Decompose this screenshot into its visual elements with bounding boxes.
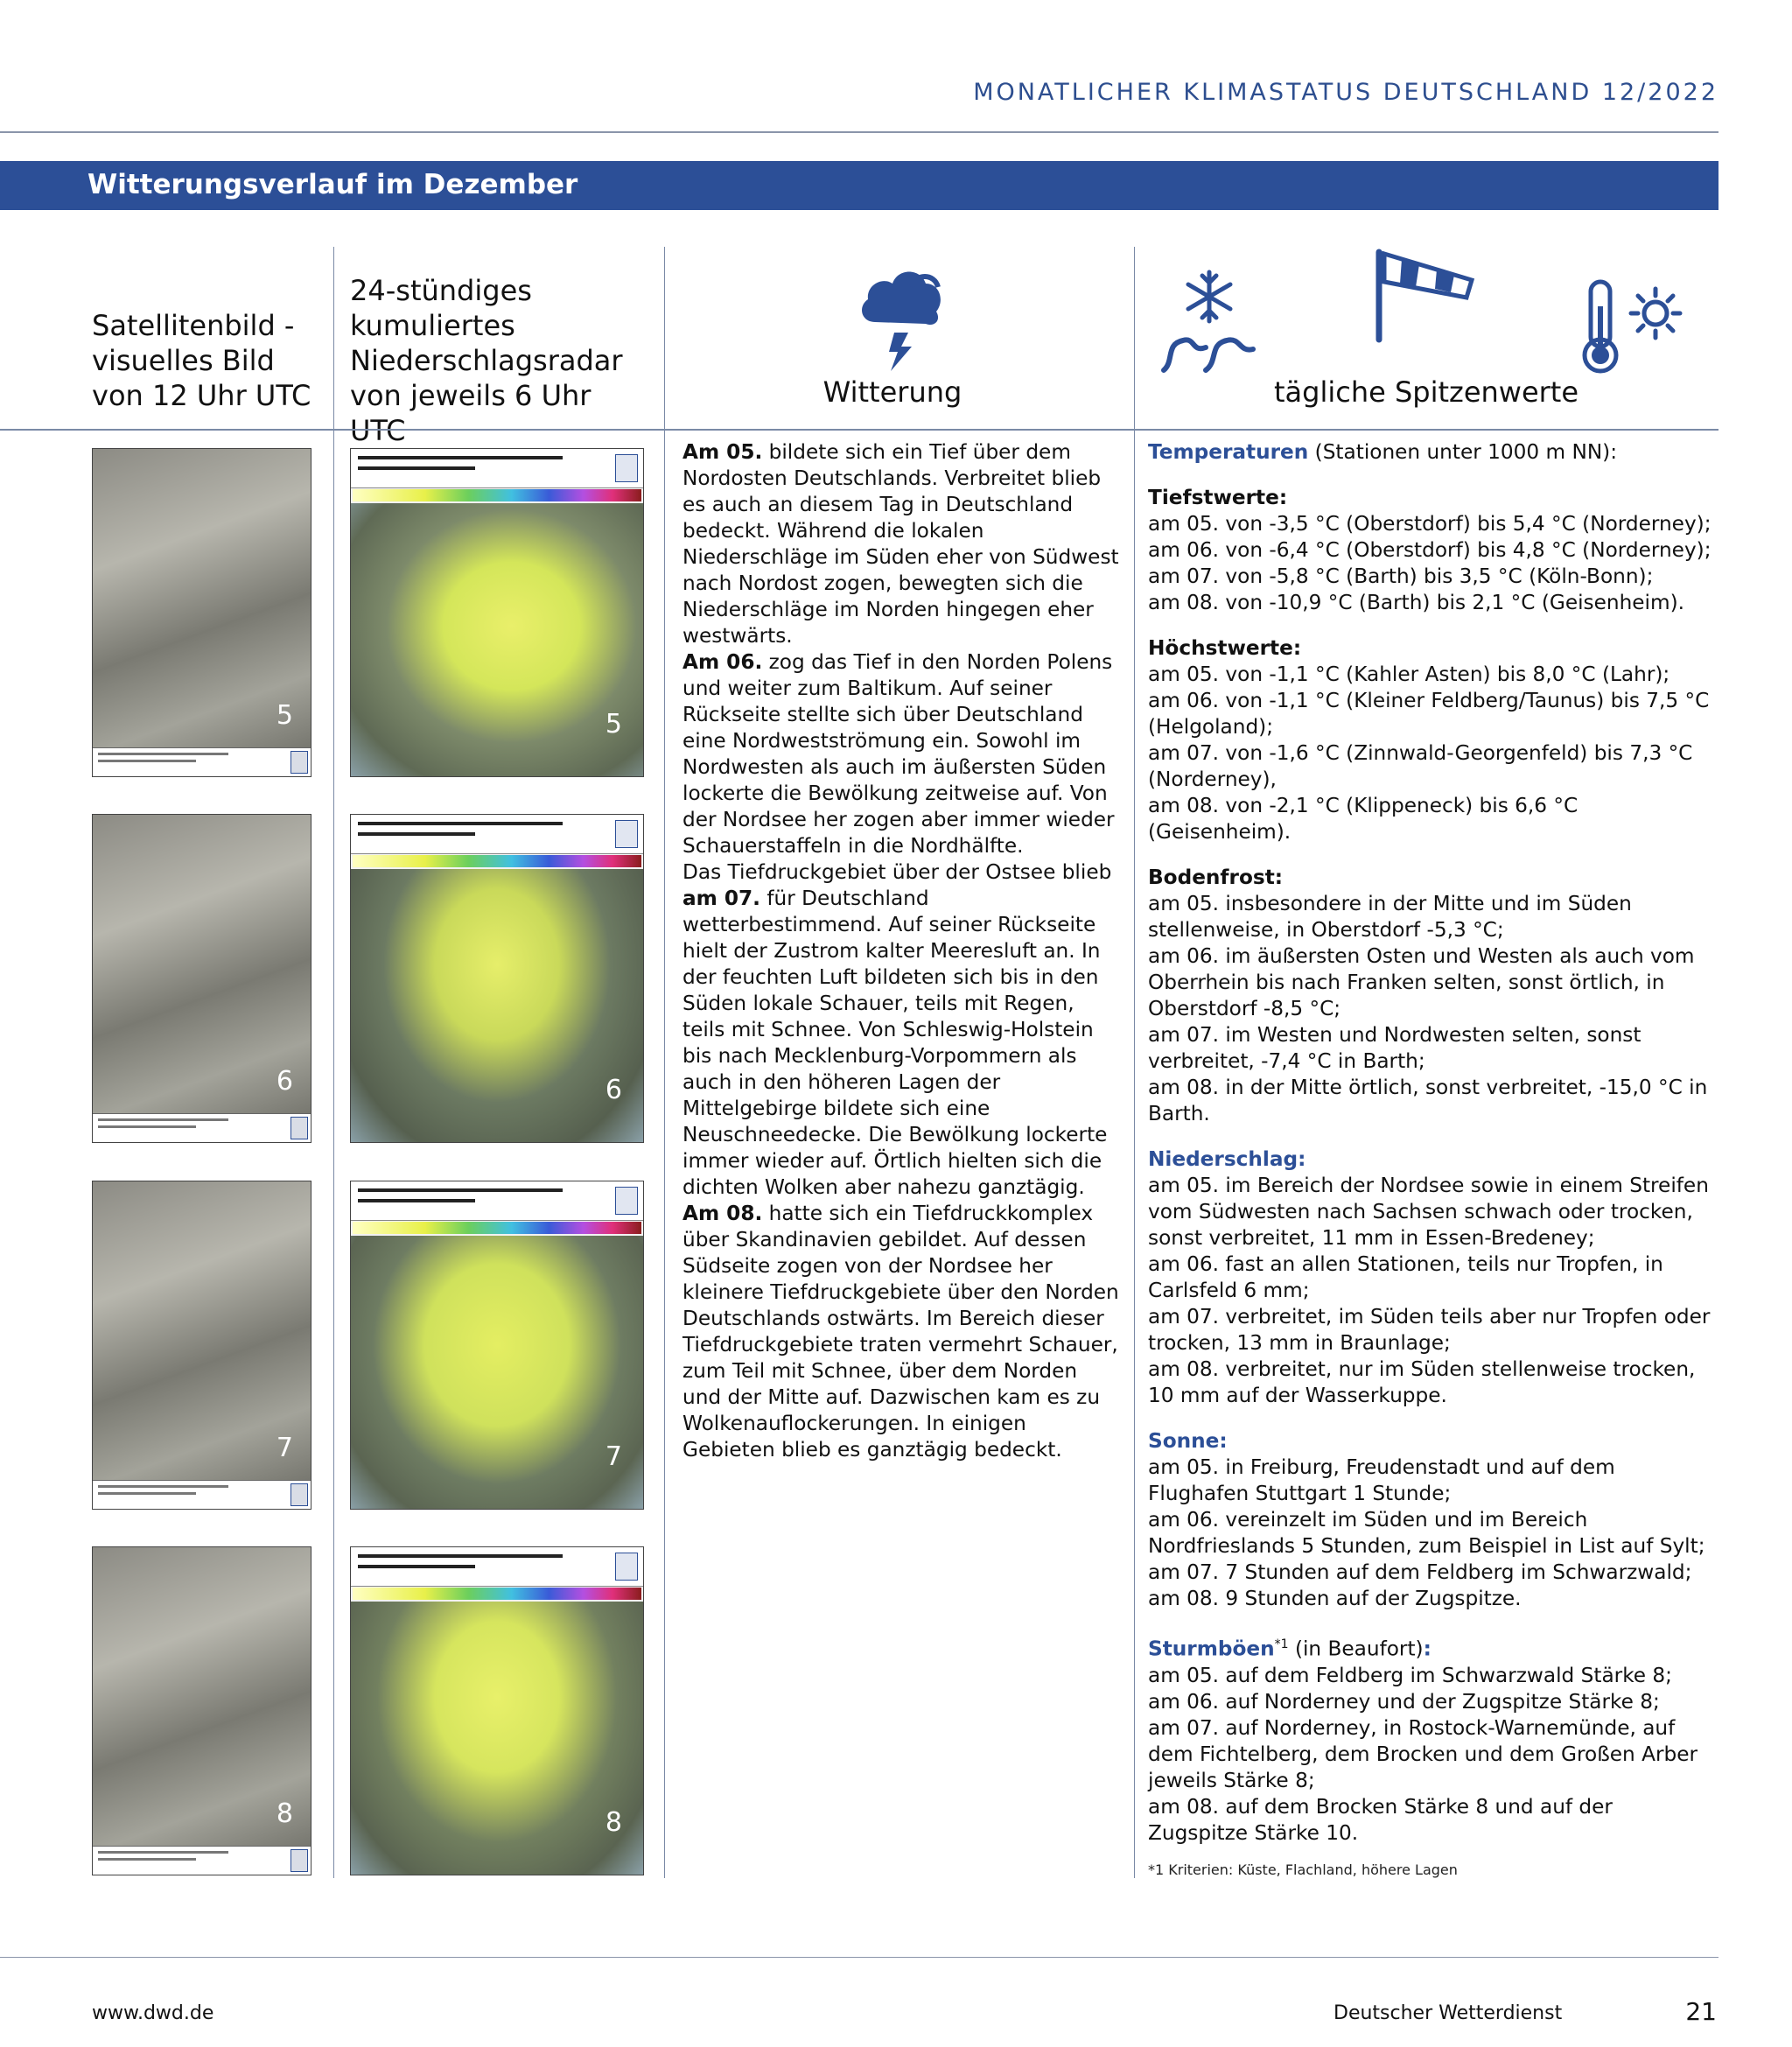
footnote: *1 Kriterien: Küste, Flachland, höhere Lagen xyxy=(1148,1861,1458,1878)
list-item: am 07. von -5,8 °C (Barth) bis 3,5 °C (Köln-Bonn); xyxy=(1148,564,1654,588)
list-item: am 08. verbreitet, nur im Süden stellenweise trocken, 10 mm auf der Wasserkuppe. xyxy=(1148,1357,1696,1407)
day-number: 8 xyxy=(276,1798,293,1829)
thunderstorm-cloud-icon xyxy=(858,252,945,375)
section-title: Witterungsverlauf im Dezember xyxy=(88,169,578,200)
day-label: Am 06. xyxy=(682,650,763,674)
footer-divider xyxy=(0,1957,1718,1958)
storm-gusts xyxy=(1148,1631,1718,1847)
list-item: am 06. fast an allen Stationen, teils nur Tropfen, in Carlsfeld 6 mm; xyxy=(1148,1252,1663,1302)
dwd-logo xyxy=(290,1849,308,1872)
list-item: am 06. auf Norderney und der Zugspitze Stärke 8; xyxy=(1148,1689,1660,1714)
list-item: am 08. von -2,1 °C (Klippeneck) bis 6,6 °C (Geisenheim). xyxy=(1148,794,1578,844)
list-item: am 06. von -1,1 °C (Kleiner Feldberg/Taunus) bis 7,5 °C (Helgoland); xyxy=(1148,689,1710,739)
precipitation xyxy=(1148,1146,1718,1409)
column-header-weather: Witterung xyxy=(822,375,962,409)
ground-frost xyxy=(1148,865,1718,1127)
thermometer-sun-icon xyxy=(1575,277,1689,377)
sun-heading: Sonne: xyxy=(1148,1429,1228,1453)
precip-color-scale xyxy=(353,1222,641,1234)
precip-color-scale xyxy=(353,489,641,501)
min-heading: Tiefstwerte: xyxy=(1148,486,1288,509)
weather-paragraph: Am 05. bildete sich ein Tief über dem Nordosten Deutschlands. Verbreitet blieb es auch an diesem Tag in Deutschland bedeckt. Während die lokalen Niederschläge im Süden eher von Südwest nach Nordost zogen, bewegten sich die Niederschläge im Norden hingegen eher westwärts. xyxy=(682,440,1119,648)
dwd-logo xyxy=(615,1553,638,1581)
page-number: 21 xyxy=(1685,1997,1717,2026)
list-item: am 05. in Freiburg, Freudenstadt und auf dem Flughafen Stuttgart 1 Stunde; xyxy=(1148,1455,1615,1505)
dwd-logo xyxy=(290,1483,308,1506)
list-item: am 07. von -1,6 °C (Zinnwald-Georgenfeld) bis 7,3 °C (Norderney), xyxy=(1148,741,1693,791)
satellite-image-day-6 xyxy=(92,814,312,1143)
satellite-image-day-7 xyxy=(92,1181,312,1510)
dwd-logo xyxy=(290,751,308,774)
day-label: am 07. xyxy=(682,887,760,910)
subheader-divider xyxy=(0,429,1718,431)
day-number: 6 xyxy=(276,1066,293,1097)
weather-narrative xyxy=(682,439,1120,1463)
satellite-image-day-5 xyxy=(92,448,312,777)
precip-color-scale xyxy=(353,1588,641,1600)
footer-url[interactable]: www.dwd.de xyxy=(92,2002,214,2024)
day-number: 7 xyxy=(605,1441,622,1472)
day-number: 5 xyxy=(276,700,293,731)
dwd-logo xyxy=(615,1187,638,1215)
list-item: am 07. auf Norderney, in Rostock-Warnemünde, auf dem Fichtelberg, dem Brocken und dem Großen Arber jeweils Stärke 8; xyxy=(1148,1715,1698,1792)
dwd-logo xyxy=(615,454,638,482)
list-item: am 08. 9 Stunden auf der Zugspitze. xyxy=(1148,1587,1522,1610)
gust-heading: Sturmböen$^{*1}$ (in Beaufort): xyxy=(1148,1637,1432,1661)
list-item: am 07. 7 Stunden auf dem Feldberg im Schwarzwald; xyxy=(1148,1560,1692,1584)
sunshine xyxy=(1148,1428,1718,1612)
list-item: am 05. im Bereich der Nordsee sowie in einem Streifen vom Südwesten nach Sachsen schwach oder trocken, sonst verbreitet, 11 mm in Essen-Bredeney; xyxy=(1148,1174,1709,1250)
dwd-logo xyxy=(615,820,638,848)
min-temperatures xyxy=(1148,485,1718,616)
day-number: 5 xyxy=(605,709,622,740)
weather-paragraph: Das Tiefdruckgebiet über der Ostsee blieb am 07. für Deutschland wetterbestimmend. Auf seiner Rückseite hielt der Zustrom kalter Meeresluft an. In der feuchten Luft bildeten sich bis in den Süden lokale Schauer, teils mit Regen, teils mit Schnee. Von Schleswig-Holstein bis nach Mecklenburg-Vorpommern als auch in den höheren Lagen der Mittelgebirge bildete sich eine Neuschneedecke. Die Bewölkung lockerte immer wieder auf. Örtlich hielten sich die dichten Wolken aber nahezu ganztägig. xyxy=(682,860,1112,1199)
list-item: am 06. von -6,4 °C (Oberstdorf) bis 4,8 °C (Norderney); xyxy=(1148,538,1712,562)
peak-values xyxy=(1148,439,1718,1866)
column-divider xyxy=(664,247,665,1878)
frost-heading: Bodenfrost: xyxy=(1148,866,1284,889)
precip-heading: Niederschlag: xyxy=(1148,1147,1306,1171)
list-item: am 05. insbesondere in der Mitte und im Süden stellenweise, in Oberstdorf -5,3 °C; xyxy=(1148,892,1632,942)
max-heading: Höchstwerte: xyxy=(1148,636,1302,660)
day-number: 6 xyxy=(605,1075,622,1105)
day-number: 8 xyxy=(605,1807,622,1838)
list-item: am 08. in der Mitte örtlich, sonst verbreitet, -15,0 °C in Barth. xyxy=(1148,1076,1708,1125)
weather-paragraph: Am 08. hatte sich ein Tiefdruckkomplex über Skandinavien gebildet. Auf dessen Südseite zogen von der Nordsee her kleinere Tiefdruckgebiete über den Norden Deutschlands ostwärts. Im Bereich dieser Tiefdruckgebiete traten vermehrt Schauer, zum Teil mit Schnee, über dem Norden und der Mitte auf. Dazwischen kam es zu Wolkenauflockerungen. In einigen Gebieten blieb es ganztägig bedeckt. xyxy=(682,1202,1119,1462)
list-item: am 06. im äußersten Osten und Westen als auch vom Oberrhein bis nach Franken selten, sonst örtlich, in Oberstdorf -8,5 °C; xyxy=(1148,944,1695,1020)
list-item: am 08. auf dem Brocken Stärke 8 und auf der Zugspitze Stärke 10. xyxy=(1148,1794,1613,1845)
list-item: am 08. von -10,9 °C (Barth) bis 2,1 °C (Geisenheim). xyxy=(1148,591,1684,614)
list-item: am 07. im Westen und Nordwesten selten, sonst verbreitet, -7,4 °C in Barth; xyxy=(1148,1023,1642,1073)
radar-image-day-8 xyxy=(350,1546,644,1875)
header-divider xyxy=(0,131,1718,133)
list-item: am 07. verbreitet, im Süden teils aber nur Tropfen oder trocken, 13 mm in Braunlage; xyxy=(1148,1305,1711,1355)
list-item: am 05. von -3,5 °C (Oberstdorf) bis 5,4 °C (Norderney); xyxy=(1148,512,1712,536)
column-divider xyxy=(333,247,334,1878)
column-header-satellite: Satellitenbild - visuelles Bild von 12 Uhr UTC xyxy=(92,309,312,412)
temperature-heading: Temperaturen (Stationen unter 1000 m NN): xyxy=(1148,440,1618,464)
list-item: am 06. vereinzelt im Süden und im Bereich Nordfrieslands 5 Stunden, zum Beispiel in List auf Sylt; xyxy=(1148,1508,1705,1558)
section-title-bar xyxy=(0,161,1718,210)
weather-paragraph: Am 06. zog das Tief in den Norden Polens und weiter zum Baltikum. Auf seiner Rückseite stellte sich über Deutschland eine Nordwestströmung ein. Sowohl im Nordwesten als auch im äußersten Süden lockerte die Bewölkung zeitweise auf. Von der Nordsee her zogen aber immer wieder Schauerstaffeln in die Nordhälfte. xyxy=(682,650,1115,858)
list-item: am 05. von -1,1 °C (Kahler Asten) bis 8,0 °C (Lahr); xyxy=(1148,662,1670,686)
column-header-radar: 24-stündiges kumuliertes Niederschlagsradar von jeweils 6 Uhr UTC xyxy=(350,274,623,447)
day-number: 7 xyxy=(276,1433,293,1463)
snowflake-slippery-road-icon xyxy=(1157,267,1262,376)
radar-image-day-6 xyxy=(350,814,644,1143)
radar-image-day-7 xyxy=(350,1181,644,1510)
column-divider xyxy=(1134,247,1135,1878)
max-temperatures xyxy=(1148,635,1718,845)
day-label: Am 05. xyxy=(682,440,763,464)
column-header-peaks: tägliche Spitzenwerte xyxy=(1273,375,1579,409)
radar-image-day-5 xyxy=(350,448,644,777)
windsock-icon xyxy=(1374,247,1479,343)
footer-organization: Deutscher Wetterdienst xyxy=(1334,2002,1563,2024)
precip-color-scale xyxy=(353,855,641,867)
satellite-image-day-8 xyxy=(92,1546,312,1875)
list-item: am 05. auf dem Feldberg im Schwarzwald Stärke 8; xyxy=(1148,1663,1672,1687)
page-header-title: MONATLICHER KLIMASTATUS DEUTSCHLAND 12/2022 xyxy=(973,79,1718,106)
dwd-logo xyxy=(290,1117,308,1139)
day-label: Am 08. xyxy=(682,1202,763,1225)
